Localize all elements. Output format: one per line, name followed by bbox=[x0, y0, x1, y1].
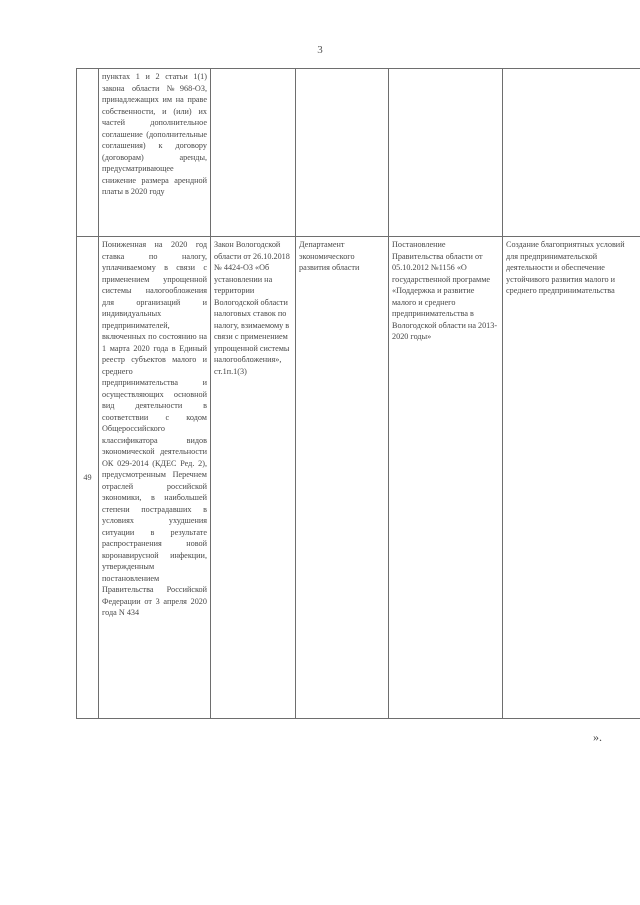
goal-cell bbox=[503, 69, 640, 237]
benefit-description-cell: пунктах 1 и 2 статьи 1(1) закона области №968-ОЗ, принадлежащих им на праве собственности, и (или) их частей дополнительное соглашение (дополнительные соглашения) к договору (договорам) аренды, предусматривающее снижение размера арендной платы в 2020 году bbox=[99, 69, 211, 237]
curator-cell bbox=[296, 69, 389, 237]
program-cell: Постановление Правительства области от 05.10.2012 №1156 «О государственной программе «Поддержка и развитие малого и среднего предпринимательства в Вологодской области на 2013-2020 годы» bbox=[389, 237, 503, 719]
curator-cell: Департамент экономического развития области bbox=[296, 237, 389, 719]
row-number-cell: 49 bbox=[77, 237, 99, 719]
legal-basis-cell bbox=[211, 69, 296, 237]
goal-cell: Создание благоприятных условий для предпринимательской деятельности и обеспечение устойчивого развития малого и среднего предпринимательства bbox=[503, 237, 640, 719]
row-number-cell bbox=[77, 69, 99, 237]
table-row bbox=[77, 237, 640, 719]
table-row bbox=[77, 69, 640, 237]
page-number: 3 bbox=[317, 44, 323, 56]
closing-quote: ». bbox=[593, 730, 602, 744]
benefit-description-cell: Пониженная на 2020 год ставка по налогу, уплачиваемому в связи с применением упрощенной системы налогообложения для организаций и индивидуальных предпринимателей, включенных по состоянию на 1 марта 2020 года в Единый реестр субъектов малого и среднего предпринимательства и осуществляющих основной вид деятельности в соответствии с кодом Общероссийского классификатора видов экономической деятельности ОК 029-2014 (КДЕС Ред. 2), предусмотренным Перечнем отраслей российской экономики, в наибольшей степени пострадавших в условиях ухудшения ситуации в результате распространения новой коронавирусной инфекции, утвержденным постановлением Правительства Российской Федерации от 3 апреля 2020 года N 434 bbox=[99, 237, 211, 719]
legal-basis-cell: Закон Вологодской области от 26.10.2018 № 4424-ОЗ «Об установлении на территории Вологодской области налоговых ставок по налогу, взимаемому в связи с применением упрощенной системы налогообложения», ст.1п.1(3) bbox=[211, 237, 296, 719]
main-table bbox=[76, 68, 640, 719]
program-cell bbox=[389, 69, 503, 237]
